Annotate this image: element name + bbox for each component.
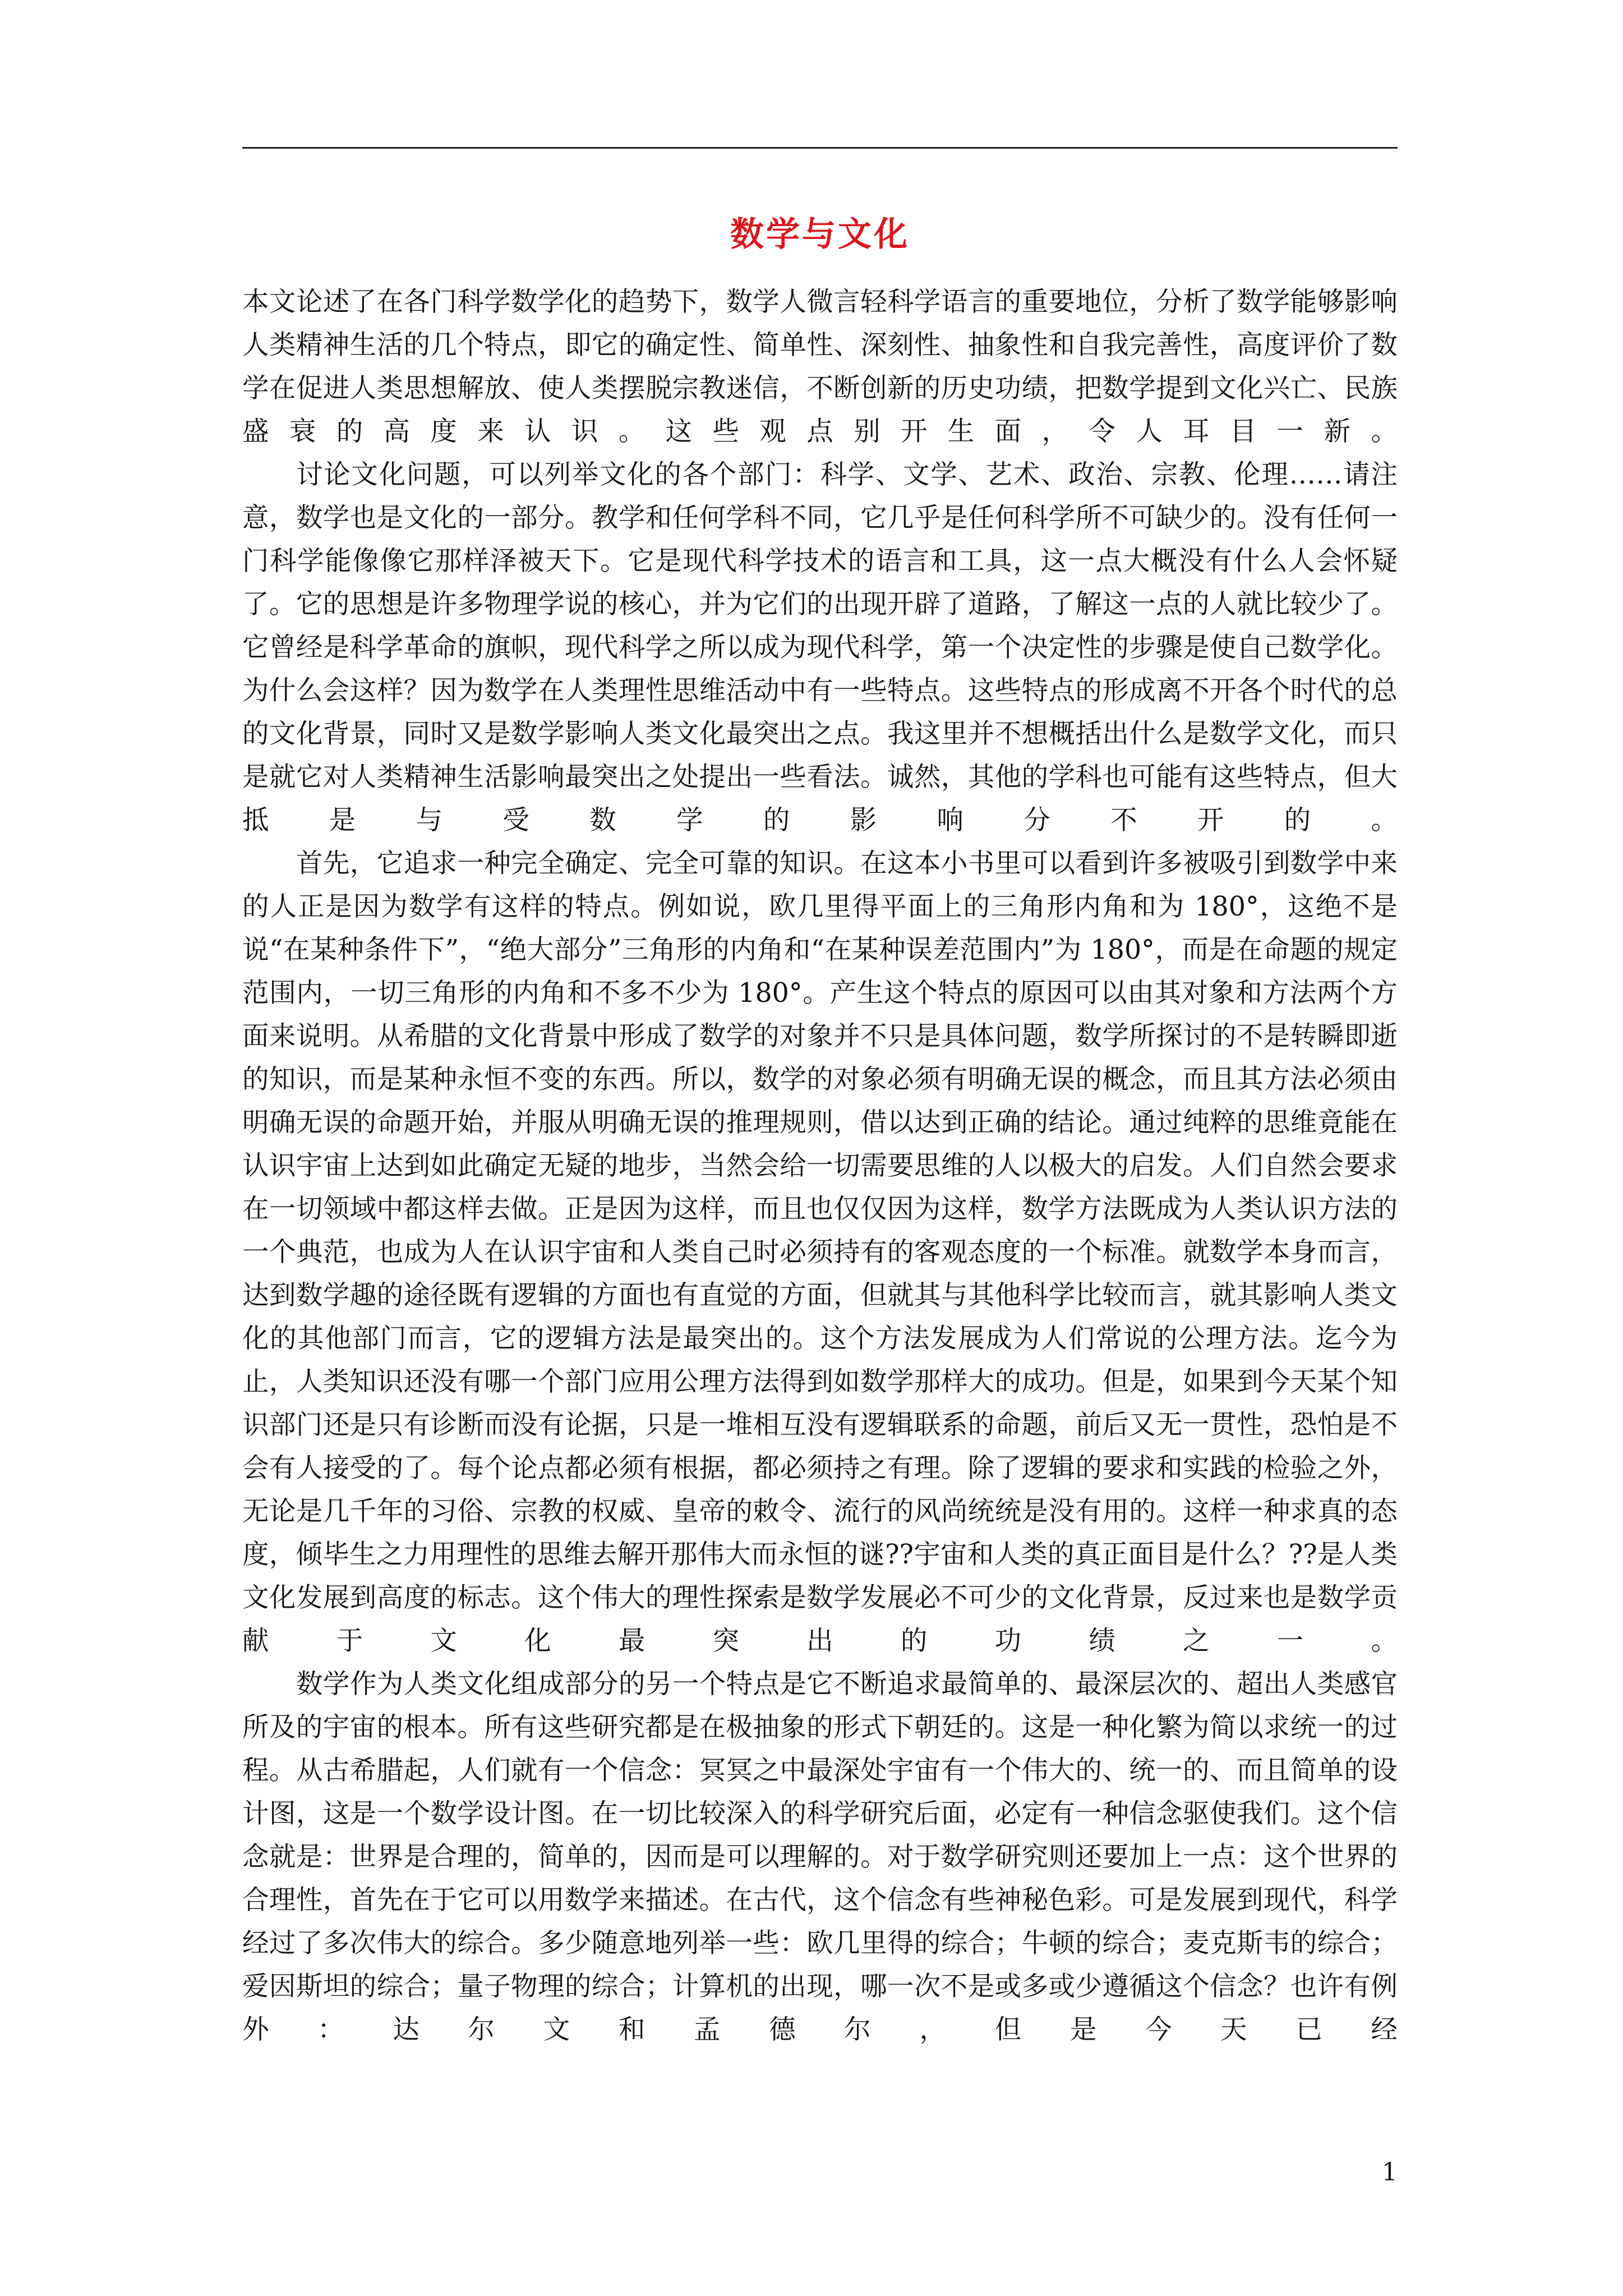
page-number: 1 — [1382, 2158, 1398, 2187]
body-paragraph-3: 数学作为人类文化组成部分的另一个特点是它不断追求最简单的、最深层次的、超出人类感官所及的宇宙的根本。所有这些研究都是在极抽象的形式下朝廷的。这是一种化繁为简以求统一的过程。从古希腊起，人们就有一个信念：冥冥之中最深处宇宙有一个伟大的、统一的、而且简单的设计图，这是一个数学设计图。在一切比较深入的科学研究后面，必定有一种信念驱使我们。这个信念就是：世界是合理的，简单的，因而是可以理解的。对于数学研究则还要加上一点：这个世界的合理性，首先在于它可以用数学来描述。在古代，这个信念有些神秘色彩。可是发展到现代，科学经过了多次伟大的综合。多少随意地列举一些：欧几里得的综合；牛顿的综合；麦克斯韦的综合；爱因斯坦的综合；量子物理的综合；计算机的出现，哪一次不是或多或少遵循这个信念？也许有例外：达尔文和孟德尔，但是今天已经 — [242, 1669, 1398, 2045]
article-body — [242, 280, 1398, 2051]
page-title: 数学与文化 — [730, 215, 910, 254]
header-rule — [242, 147, 1398, 149]
abstract-paragraph: 本文论述了在各门科学数学化的趋势下，数学人微言轻科学语言的重要地位，分析了数学能够影响人类精神生活的几个特点，即它的确定性、简单性、深刻性、抽象性和自我完善性，高度评价了数学在促进人类思想解放、使人类摆脱宗教迷信，不断创新的历史功绩，把数学提到文化兴亡、民族盛衰的高度来认识。这些观点别开生面，令人耳目一新。 — [242, 287, 1398, 447]
body-paragraph-2: 首先，它追求一种完全确定、完全可靠的知识。在这本小书里可以看到许多被吸引到数学中来的人正是因为数学有这样的特点。例如说，欧几里得平面上的三角形内角和为 180°，这绝不是说“在某种条件下”，“绝大部分”三角形的内角和“在某种误差范围内”为 180°，而是在命题的规定范围内，一切三角形的内角和不多不少为 180°。产生这个特点的原因可以由其对象和方法两个方面来说明。从希腊的文化背景中形成了数学的对象并不只是具体问题，数学所探讨的不是转瞬即逝的知识，而是某种永恒不变的东西。所以，数学的对象必须有明确无误的概念，而且其方法必须由明确无误的命题开始，并服从明确无误的推理规则，借以达到正确的结论。通过纯粹的思维竟能在认识宇宙上达到如此确定无疑的地步，当然会给一切需要思维的人以极大的启发。人们自然会要求在一切领域中都这样去做。正是因为这样，而且也仅仅因为这样，数学方法既成为人类认识方法的一个典范，也成为人在认识宇宙和人类自己时必须持有的客观态度的一个标准。就数学本身而言，达到数学趣的途径既有逻辑的方面也有直觉的方面，但就其与其他科学比较而言，就其影响人类文化的其他部门而言，它的逻辑方法是最突出的。这个方法发展成为人们常说的公理方法。迄今为止，人类知识还没有哪一个部门应用公理方法得到如数学那样大的成功。但是，如果到今天某个知识部门还是只有诊断而没有论据，只是一堆相互没有逻辑联系的命题，前后又无一贯性，恐怕是不会有人接受的了。每个论点都必须有根据，都必须持之有理。除了逻辑的要求和实践的检验之外，无论是几千年的习俗、宗教的权威、皇帝的敕令、流行的风尚统统是没有用的。这样一种求真的态度，倾毕生之力用理性的思维去解开那伟大而永恒的谜??宇宙和人类的真正面目是什么？??是人类文化发展到高度的标志。这个伟大的理性探索是数学发展必不可少的文化背景，反过来也是数学贡献于文化最突出的功绩之一。 — [242, 848, 1398, 1657]
body-paragraph-1: 讨论文化问题，可以列举文化的各个部门：科学、文学、艺术、政治、宗教、伦理……请注意，数学也是文化的一部分。教学和任何学科不同，它几乎是任何科学所不可缺少的。没有任何一门科学能像像它那样泽被天下。它是现代科学技术的语言和工具，这一点大概没有什么人会怀疑了。它的思想是许多物理学说的核心，并为它们的出现开辟了道路，了解这一点的人就比较少了。它曾经是科学革命的旗帜，现代科学之所以成为现代科学，第一个决定性的步骤是使自己数学化。为什么会这样？因为数学在人类理性思维活动中有一些特点。这些特点的形成离不开各个时代的总的文化背景，同时又是数学影响人类文化最突出之点。我这里并不想概括出什么是数学文化，而只是就它对人类精神生活影响最突出之处提出一些看法。诚然，其他的学科也可能有这些特点，但大抵是与受数学的影响分不开的。 — [242, 459, 1398, 836]
